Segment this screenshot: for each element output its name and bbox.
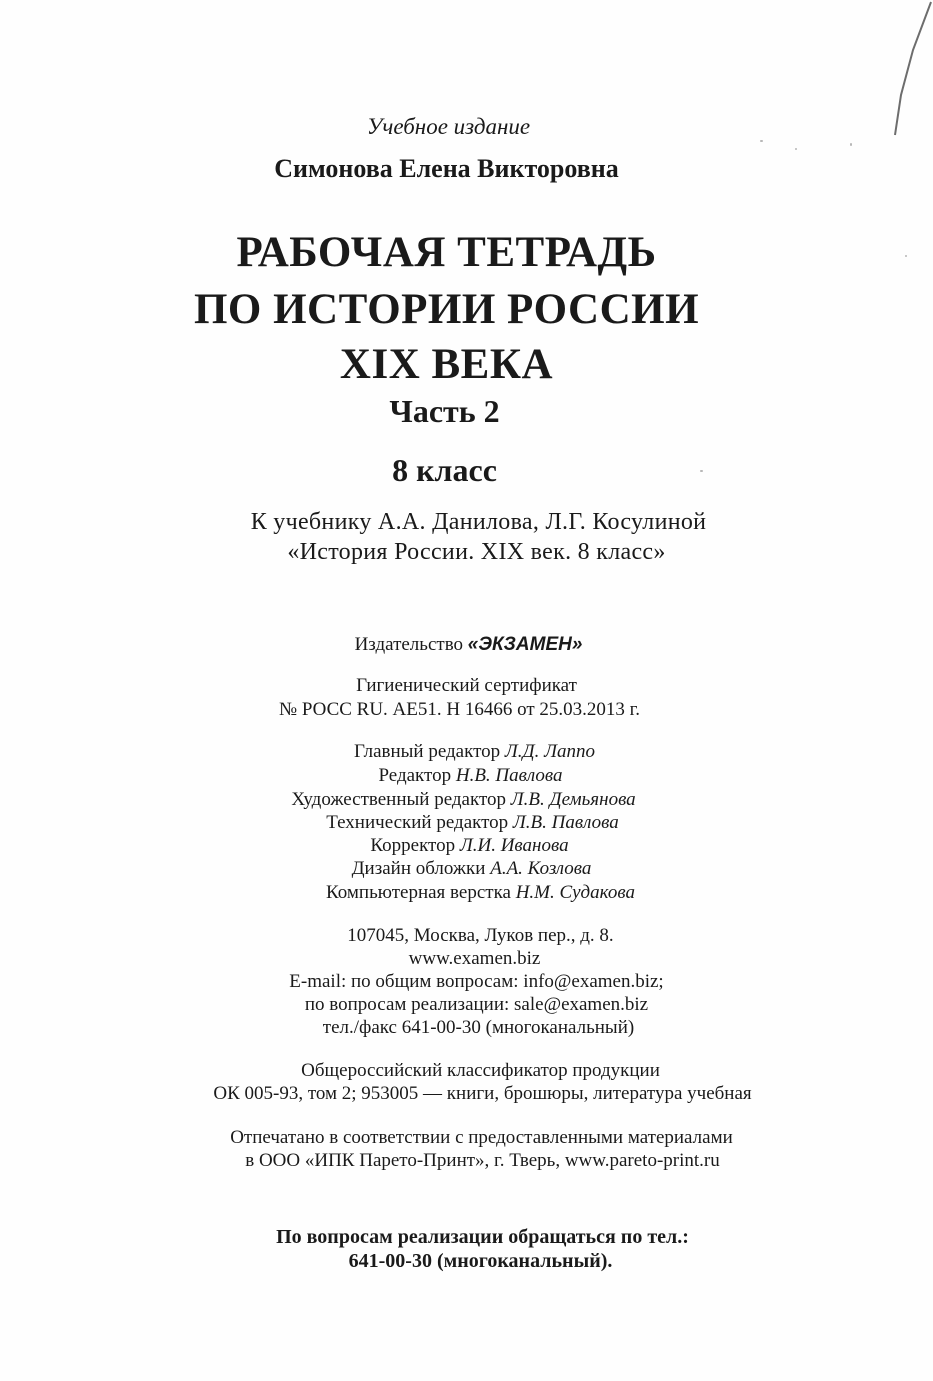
scan-speck — [850, 143, 852, 146]
credit-person: Н.М. Судакова — [515, 882, 635, 903]
credit-person: Л.И. Иванова — [459, 835, 569, 856]
scan-speck — [795, 148, 797, 150]
publisher-label: Издательство — [354, 634, 464, 655]
credit-person: Л.В. Павлова — [512, 812, 619, 833]
textbook-reference-line-1: К учебнику А.А. Данилова, Л.Г. Косулиной — [250, 509, 707, 535]
credit-person: Л.Д. Лаппо — [504, 741, 595, 762]
classifier-line-1: Общероссийский классификатор продукции — [301, 1060, 660, 1081]
address-line: 107045, Москва, Луков пер., д. 8. — [347, 925, 614, 946]
edition-type: Учебное издание — [366, 114, 531, 139]
credit-layout — [14, 882, 933, 904]
sales-contact-line-2: 641-00-30 (многоканальный). — [348, 1250, 613, 1272]
author-name: Симонова Елена Викторовна — [274, 154, 619, 183]
credit-role: Дизайн обложки — [351, 858, 486, 879]
credit-role: Художественный редактор — [291, 789, 507, 810]
phone-fax-line: тел./факс 641-00-30 (многоканальный) — [322, 1017, 635, 1038]
grade-level: 8 класс — [392, 452, 497, 488]
credit-proofreader — [3, 835, 933, 857]
printing-line-2: в ООО «ИПК Парето-Принт», г. Тверь, www.pareto-print.ru — [245, 1150, 720, 1171]
title-line-3: XIX ВЕКА — [339, 341, 554, 388]
website-line: www.examen.biz — [408, 948, 541, 969]
credit-role: Компьютерная верстка — [326, 882, 511, 903]
part-number: Часть 2 — [389, 393, 500, 429]
credit-role: Корректор — [370, 835, 456, 856]
email-sales-line: по вопросам реализации: sale@examen.biz — [304, 994, 649, 1015]
scan-speck — [760, 140, 763, 142]
credit-person: А.А. Козлова — [490, 858, 592, 879]
credit-art-editor — [0, 789, 930, 811]
credit-person: Л.В. Демьянова — [510, 789, 636, 810]
credit-editor — [4, 765, 933, 787]
title-line-1: РАБОЧАЯ ТЕТРАДЬ — [236, 229, 657, 276]
certificate-line-2: № РОСС RU. АЕ51. Н 16466 от 25.03.2013 г. — [278, 699, 641, 720]
credit-person: Н.В. Павлова — [455, 765, 563, 786]
textbook-reference-line-2: «История России. XIX век. 8 класс» — [287, 539, 666, 565]
publisher-line — [2, 634, 933, 656]
credit-role: Технический редактор — [326, 812, 509, 833]
credit-role: Редактор — [378, 765, 452, 786]
certificate-line-1: Гигиенический сертификат — [356, 675, 577, 696]
printing-line-1: Отпечатано в соответствии с предоставленными материалами — [230, 1127, 733, 1148]
sales-contact-line-1: По вопросам реализации обращаться по тел.: — [276, 1226, 689, 1248]
credit-cover-design — [5, 858, 933, 880]
credit-technical-editor — [6, 812, 933, 834]
publisher-name: «ЭКЗАМЕН» — [467, 634, 583, 655]
credit-chief-editor — [8, 741, 933, 763]
email-general-line: E-mail: по общим вопросам: info@examen.biz; — [289, 971, 664, 992]
credit-role: Главный редактор — [354, 741, 501, 762]
classifier-line-2: ОК 005-93, том 2; 953005 — книги, брошюры, литература учебная — [213, 1083, 752, 1104]
title-line-2: ПО ИСТОРИИ РОССИИ — [193, 286, 700, 333]
